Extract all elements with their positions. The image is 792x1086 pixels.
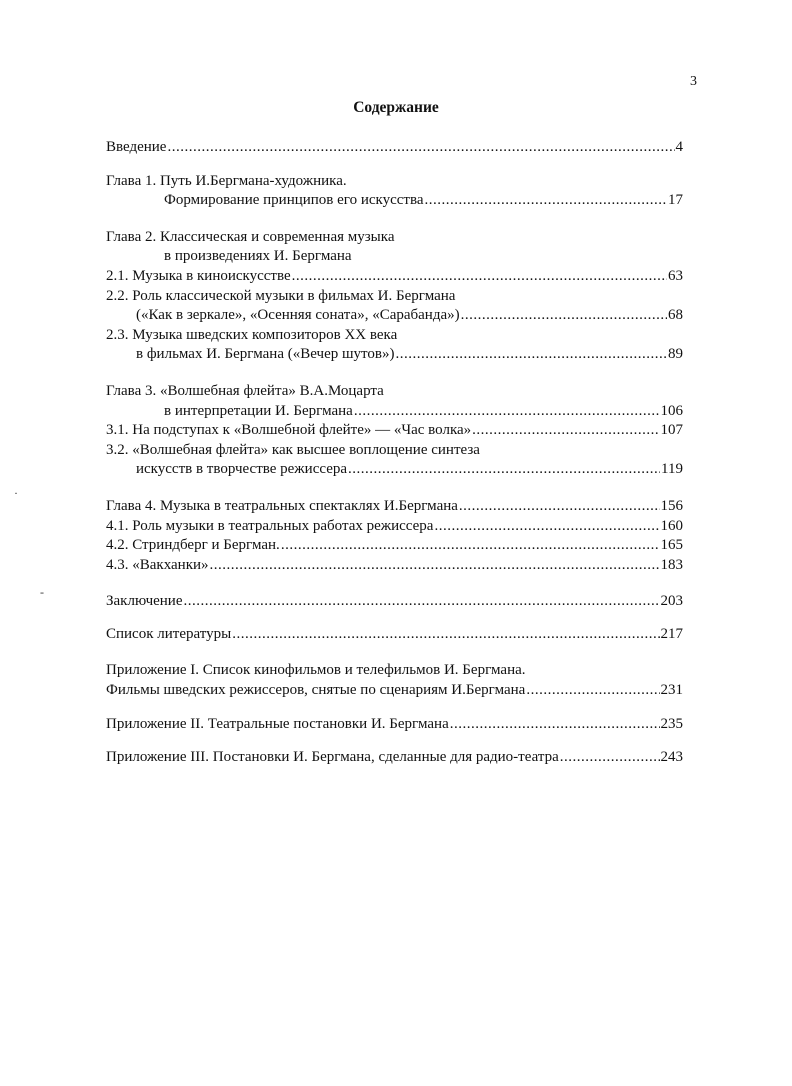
toc-entry-2-1[interactable]: 2.1. Музыка в киноискусстве ..... 63 [106, 267, 683, 287]
table-of-contents [106, 138, 683, 785]
toc-entry-intro[interactable]: Введение ..... 4 [106, 138, 683, 158]
toc-entry-4-1[interactable]: 4.1. Роль музыки в театральных работах режиссера ..... 160 [106, 517, 683, 537]
toc-2-2-line1: 2.2. Роль классической музыки в фильмах И. Бергмана [106, 287, 456, 304]
margin-mark-bottom: - [40, 585, 44, 599]
toc-appendix1-line1: Приложение I. Список кинофильмов и телефильмов И. Бергмана. [106, 662, 526, 679]
toc-entry-2-3[interactable]: в фильмах И. Бергмана («Вечер шутов») ..... 89 [106, 345, 683, 365]
toc-chapter1-heading: Глава 1. Путь И.Бергмана-художника. [106, 172, 347, 189]
toc-chapter2-heading-cont: в произведениях И. Бергмана [164, 248, 352, 265]
toc-entry-chapter3[interactable]: в интерпретации И. Бергмана ..... 106 [106, 402, 683, 422]
toc-entry-chapter4[interactable]: Глава 4. Музыка в театральных спектаклях И.Бергмана ..... 156 [106, 497, 683, 517]
toc-entry-chapter1[interactable]: Формирование принципов его искусства ..... 17 [106, 191, 683, 211]
toc-3-2-line1: 3.2. «Волшебная флейта» как высшее воплощение синтеза [106, 441, 480, 458]
page-number: 3 [690, 74, 697, 89]
toc-chapter3-heading: Глава 3. «Волшебная флейта» В.А.Моцарта [106, 382, 384, 399]
margin-mark-top: · [14, 486, 18, 500]
toc-entry-2-2[interactable]: («Как в зеркале», «Осенняя соната», «Сарабанда») ..... 68 [106, 306, 683, 326]
toc-2-3-line1: 2.3. Музыка шведских композиторов XX века [106, 326, 398, 343]
toc-entry-appendix1[interactable]: Фильмы шведских режиссеров, снятые по сценариям И.Бергмана ..... 231 [106, 681, 683, 701]
toc-entry-3-1[interactable]: 3.1. На подступах к «Волшебной флейте» — «Час волка» ..... 107 [106, 421, 683, 441]
toc-entry-4-3[interactable]: 4.3. «Вакханки» ..... 183 [106, 556, 683, 576]
toc-entry-bibliography[interactable]: Список литературы ..... 217 [106, 625, 683, 645]
page-title: Содержание [353, 99, 439, 116]
toc-entry-3-2[interactable]: искусств в творчестве режиссера ..... 119 [106, 460, 683, 480]
toc-chapter2-heading: Глава 2. Классическая и современная музыка [106, 228, 395, 245]
toc-entry-appendix3[interactable]: Приложение III. Постановки И. Бергмана, сделанные для радио-театра ..... 243 [106, 748, 683, 768]
toc-entry-conclusion[interactable]: Заключение ..... 203 [106, 592, 683, 612]
toc-entry-appendix2[interactable]: Приложение II. Театральные постановки И. Бергмана ..... 235 [106, 715, 683, 735]
toc-entry-4-2[interactable]: 4.2. Стриндберг и Бергман. ..... 165 [106, 536, 683, 556]
